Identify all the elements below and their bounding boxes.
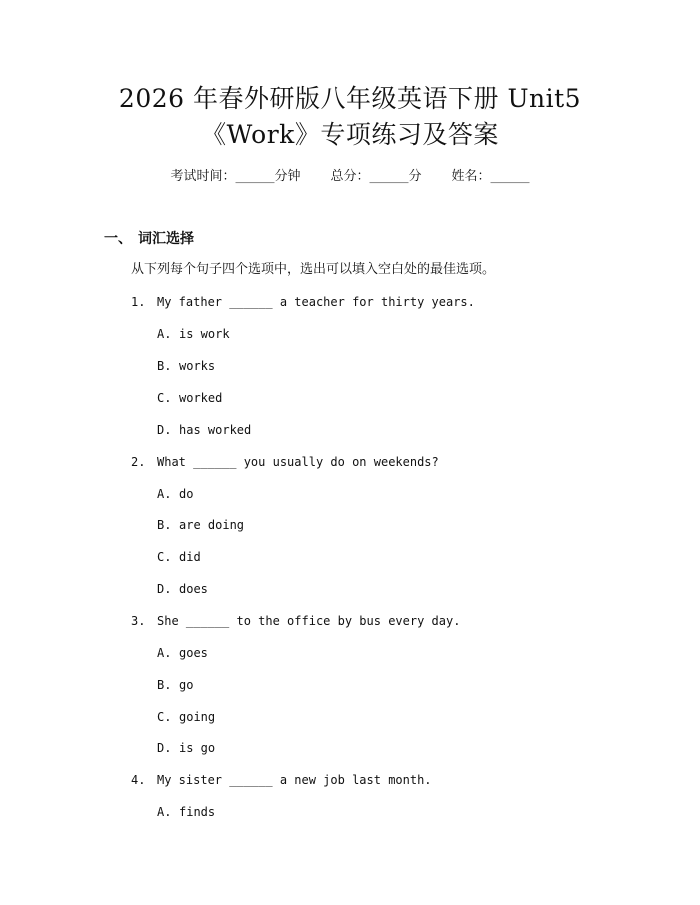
option-text: do — [179, 487, 194, 501]
option-label: C. — [157, 391, 172, 405]
section-title: 词汇选择 — [138, 231, 194, 247]
document-title-line-2: 《Work》专项练习及答案 — [201, 120, 499, 149]
question-2-option-d — [157, 580, 208, 598]
question-number: 4. — [131, 773, 146, 787]
option-text: going — [179, 710, 216, 724]
question-3-option-d — [157, 739, 215, 757]
document-title-line-1: 2026 年春外研版八年级英语下册 Unit5 — [118, 84, 582, 113]
option-text: is work — [179, 327, 230, 341]
question-text: My father ______ a teacher for thirty years. — [157, 295, 475, 309]
total-score-field: 总分：______分 — [330, 169, 422, 184]
question-text: What ______ you usually do on weekends? — [157, 455, 439, 469]
option-text: does — [179, 582, 208, 596]
option-label: D. — [157, 423, 172, 437]
option-label: A. — [157, 805, 172, 819]
option-label: B. — [157, 518, 172, 532]
option-label: B. — [157, 678, 172, 692]
question-1 — [131, 293, 475, 311]
question-4-option-a — [157, 803, 215, 821]
option-text: works — [179, 359, 216, 373]
question-3-option-c — [157, 708, 215, 726]
exam-meta-row — [0, 167, 700, 187]
option-label: D. — [157, 582, 172, 596]
option-label: B. — [157, 359, 172, 373]
question-3 — [131, 612, 460, 630]
question-number: 1. — [131, 295, 146, 309]
option-label: A. — [157, 327, 172, 341]
option-text: goes — [179, 646, 208, 660]
question-4 — [131, 771, 432, 789]
question-3-option-b — [157, 676, 193, 694]
option-label: C. — [157, 550, 172, 564]
question-3-option-a — [157, 644, 208, 662]
question-text: My sister ______ a new job last month. — [157, 773, 432, 787]
section-heading — [104, 229, 194, 249]
question-1-option-d — [157, 421, 251, 439]
option-text: are doing — [179, 518, 245, 532]
question-number: 3. — [131, 614, 146, 628]
option-label: C. — [157, 710, 172, 724]
question-2 — [131, 453, 439, 471]
option-text: is go — [179, 741, 216, 755]
option-text: has worked — [179, 423, 252, 437]
option-text: worked — [179, 391, 223, 405]
question-1-option-b — [157, 357, 215, 375]
student-name-field: 姓名：______ — [451, 169, 530, 184]
question-1-option-a — [157, 325, 230, 343]
option-label: A. — [157, 646, 172, 660]
option-label: D. — [157, 741, 172, 755]
exam-time-field: 考试时间：______分钟 — [170, 169, 301, 184]
option-text: did — [179, 550, 201, 564]
question-text: She ______ to the office by bus every day. — [157, 614, 461, 628]
question-2-option-b — [157, 516, 244, 534]
question-number: 2. — [131, 455, 146, 469]
option-label: A. — [157, 487, 172, 501]
question-2-option-c — [157, 548, 201, 566]
question-1-option-c — [157, 389, 222, 407]
section-number: 一、 — [104, 231, 132, 247]
option-text: go — [179, 678, 194, 692]
question-2-option-a — [157, 485, 193, 503]
option-text: finds — [179, 805, 216, 819]
section-instruction: 从下列每个句子四个选项中，选出可以填入空白处的最佳选项。 — [131, 262, 496, 277]
